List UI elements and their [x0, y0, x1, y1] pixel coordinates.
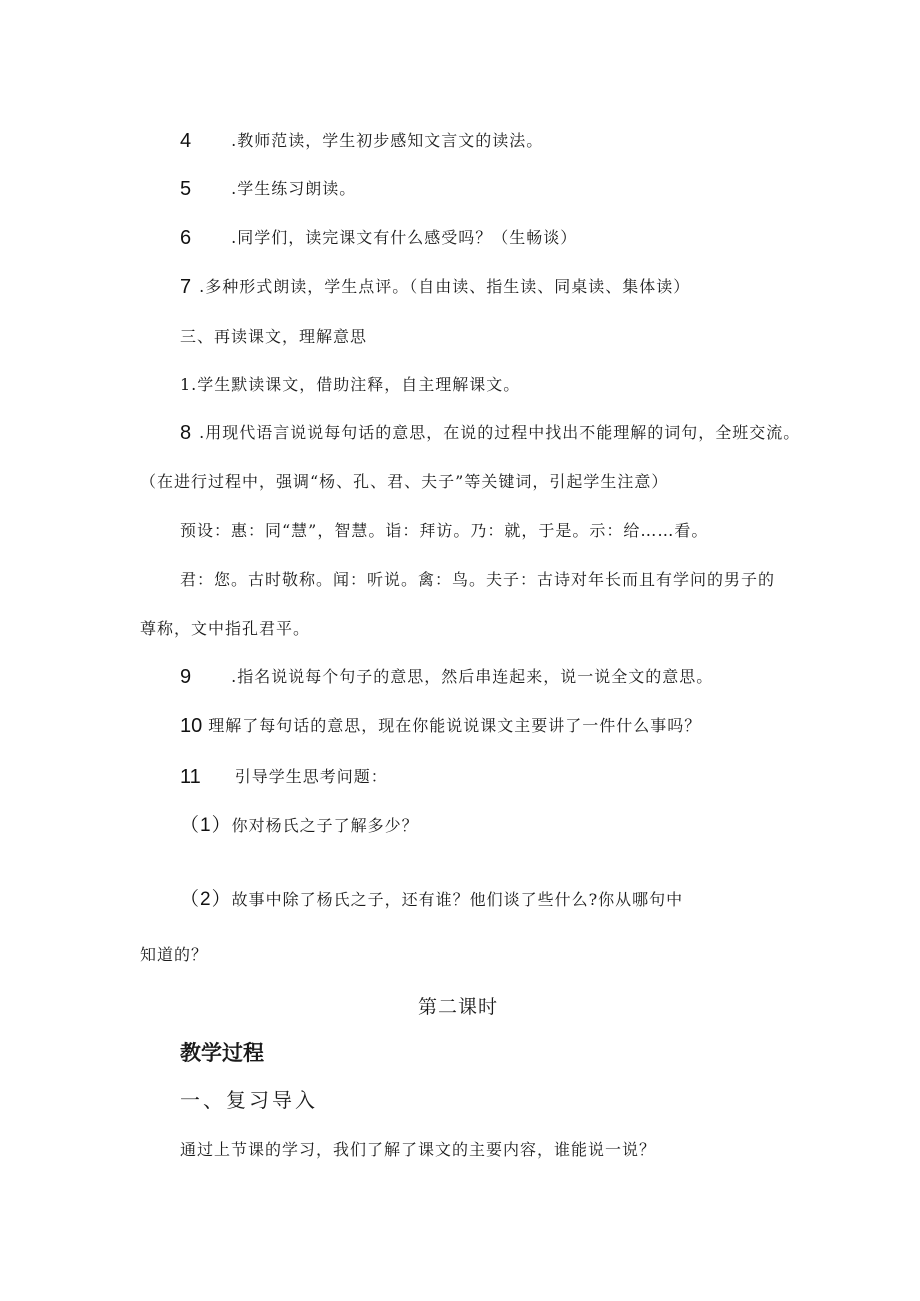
definitions-continued: 君：您。古时敬称。闻：听说。禽：鸟。夫子：古诗对年长而且有学问的男子的 [180, 570, 776, 589]
question-text: 故事中除了杨氏之子，还有谁？他们谈了些什么?你从哪句中 [231, 890, 684, 909]
step-number: 10 [180, 715, 203, 737]
step-text: .指名说说每个句子的意思，然后串连起来，说一说全文的意思。 [231, 667, 714, 686]
step-9 [180, 667, 713, 687]
step-1-silent-read: 1.学生默读课文，借助注释，自主理解课文。 [180, 375, 521, 394]
question-text: 你对杨氏之子了解多少？ [231, 816, 419, 835]
step-5 [180, 179, 356, 199]
step-text: .多种形式朗读，学生点评。（自由读、指生读、同桌读、集体读） [199, 277, 691, 296]
step-number: 6 [180, 227, 192, 249]
step-text: .同学们，读完课文有什么感受吗？（生畅谈） [231, 228, 578, 247]
lesson-title: 第二课时 [418, 996, 499, 1018]
question-number: （1） [180, 815, 232, 836]
step-text: .用现代语言说说每句话的意思，在说的过程中找出不能理解的词句，全班交流。 [199, 423, 801, 442]
question-1 [180, 816, 419, 836]
step-text: 引导学生思考问题： [234, 767, 388, 786]
definitions-end: 尊称，文中指孔君平。 [140, 619, 311, 638]
step-number: 5 [180, 178, 192, 200]
step-4 [180, 131, 543, 151]
step-number: 4 [180, 130, 192, 152]
step-text: 理解了每句话的意思，现在你能说说课文主要讲了一件什么事吗？ [208, 716, 702, 735]
review-prompt: 通过上节课的学习，我们了解了课文的主要内容，谁能说一说？ [180, 1140, 657, 1159]
step-text: .学生练习朗读。 [231, 179, 357, 198]
step-number: 7 [180, 276, 192, 298]
step-number: 9 [180, 666, 192, 688]
step-number: 11 [180, 766, 201, 788]
preset-definitions: 预设：惠：同“慧”，智慧。诣：拜访。乃：就，于是。示：给……看。 [180, 521, 709, 540]
note-keywords: （在进行过程中，强调“杨、孔、君、夫子”等关键词，引起学生注意） [140, 472, 669, 491]
step-number: 8 [180, 422, 192, 444]
step-10 [180, 716, 701, 736]
question-2-continued: 知道的？ [140, 945, 209, 964]
question-2 [180, 890, 683, 910]
review-section-heading: 一、复习导入 [180, 1088, 318, 1112]
question-number: （2） [180, 889, 232, 910]
section-heading-reread: 三、再读课文，理解意思 [180, 327, 368, 346]
step-text: .教师范读，学生初步感知文言文的读法。 [231, 131, 544, 150]
step-11 [180, 767, 388, 787]
step-6 [180, 228, 577, 248]
teaching-process-heading: 教学过程 [180, 1041, 264, 1065]
step-7 [180, 277, 690, 297]
step-8 [180, 423, 800, 443]
